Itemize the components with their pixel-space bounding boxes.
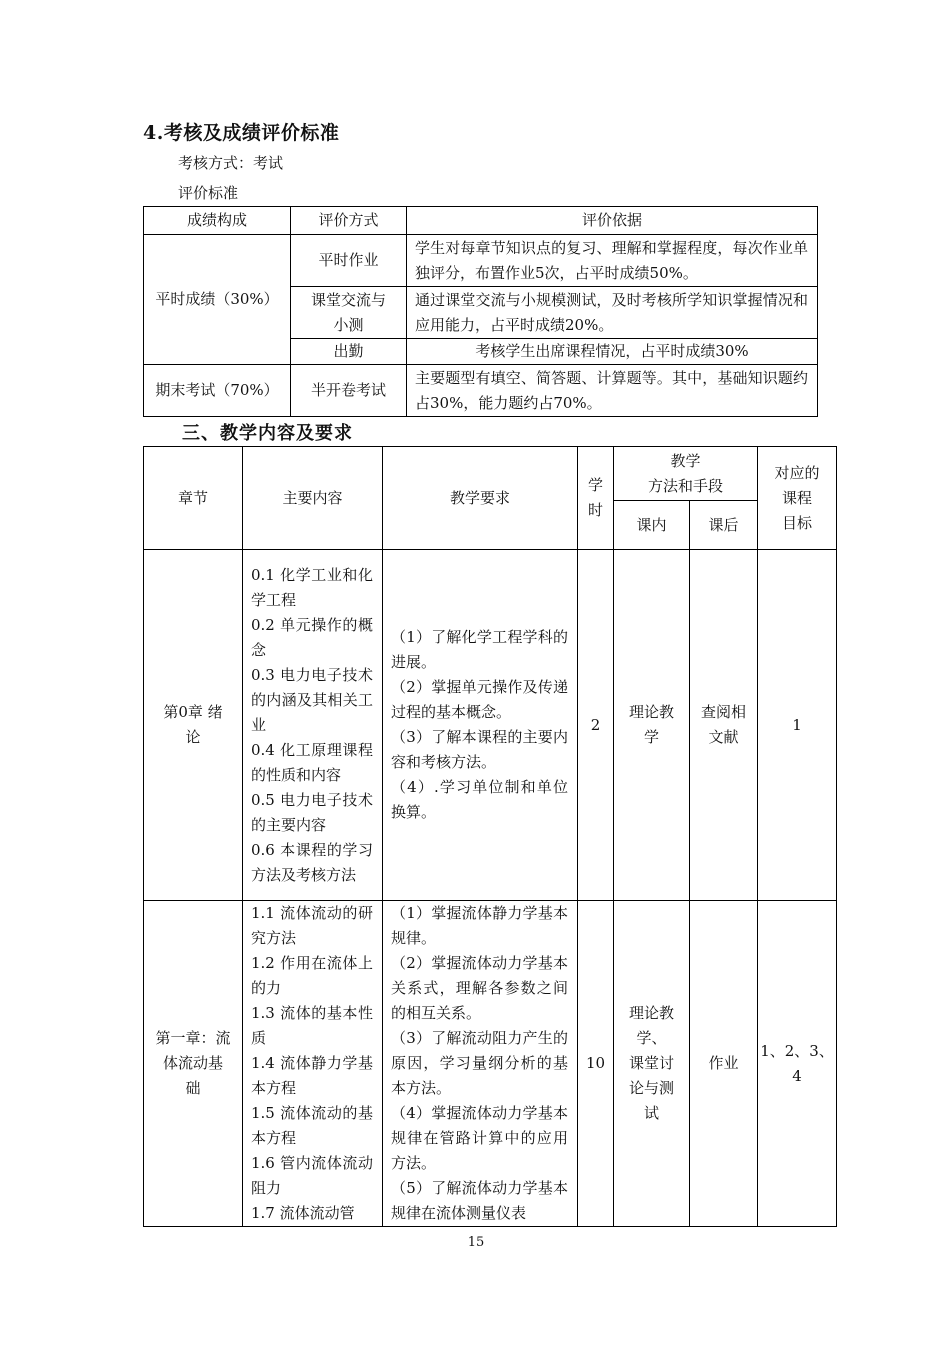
class-quiz-method: 课堂交流与 小测 bbox=[291, 287, 407, 339]
header-requirements: 教学要求 bbox=[383, 447, 578, 550]
table-row bbox=[144, 550, 837, 901]
header-objectives: 对应的 课程 目标 bbox=[758, 447, 837, 550]
assessment-method: 考核方式：考试 bbox=[178, 154, 284, 172]
final-component: 期末考试（70%） bbox=[144, 365, 291, 417]
grading-table bbox=[143, 206, 818, 417]
page-number: 15 bbox=[467, 1235, 485, 1250]
row0-in-class: 理论教 学 bbox=[614, 550, 690, 901]
homework-method: 平时作业 bbox=[291, 235, 407, 287]
final-method: 半开卷考试 bbox=[291, 365, 407, 417]
header-basis: 评价依据 bbox=[407, 207, 818, 235]
header-methods: 教学 方法和手段 bbox=[614, 447, 758, 501]
attendance-basis: 考核学生出席课程情况，占平时成绩30% bbox=[407, 339, 818, 365]
row1-chapter: 第一章：流 体流动基 础 bbox=[144, 901, 243, 1227]
header-chapter: 章节 bbox=[144, 447, 243, 550]
row0-requirements: （1）了解化学工程学科的进展。 （2）掌握单元操作及传递过程的基本概念。 （3）了解本课程的主要内容和考核方法。 （4）.学习单位制和单位换算。 bbox=[383, 550, 578, 901]
section-3-heading: 三、教学内容及要求 bbox=[182, 423, 353, 444]
section-4-heading: 4.考核及成绩评价标准 bbox=[143, 122, 340, 144]
row0-after-class: 查阅相 文献 bbox=[690, 550, 758, 901]
homework-basis: 学生对每章节知识点的复习、理解和掌握程度，每次作业单独评分，布置作业5次，占平时成绩50%。 bbox=[407, 235, 818, 287]
class-quiz-basis: 通过课堂交流与小规模测试，及时考核所学知识掌握情况和应用能力，占平时成绩20%。 bbox=[407, 287, 818, 339]
row1-in-class: 理论教 学、 课堂讨 论与测 试 bbox=[614, 901, 690, 1227]
row1-after-class: 作业 bbox=[690, 901, 758, 1227]
row0-objectives: 1 bbox=[758, 550, 837, 901]
header-method: 评价方式 bbox=[291, 207, 407, 235]
attendance-method: 出勤 bbox=[291, 339, 407, 365]
header-in-class: 课内 bbox=[614, 501, 690, 550]
row1-requirements: （1）掌握流体静力学基本规律。 （2）掌握流体动力学基本关系式，理解各参数之间的相互关系。 （3）了解流动阻力产生的原因，学习量纲分析的基本方法。 （4）掌握流体动力学基本规律在管路计算中的应用方法。 （5）了解流体动力学基本规律在流体测量仪表 bbox=[383, 901, 578, 1227]
row0-content: 0.1 化学工业和化学工程 0.2 单元操作的概念 0.3 电力电子技术的内涵及其相关工业 0.4 化工原理课程的性质和内容 0.5 电力电子技术的主要内容 0.6 本课程的学习方法及考核方法 bbox=[243, 550, 383, 901]
row1-hours: 10 bbox=[578, 901, 614, 1227]
row0-chapter: 第0章 绪 论 bbox=[144, 550, 243, 901]
row0-hours: 2 bbox=[578, 550, 614, 901]
header-content: 主要内容 bbox=[243, 447, 383, 550]
header-hours: 学 时 bbox=[578, 447, 614, 550]
evaluation-label: 评价标准 bbox=[178, 184, 239, 202]
final-basis: 主要题型有填空、简答题、计算题等。其中，基础知识题约占30%，能力题约占70%。 bbox=[407, 365, 818, 417]
header-component: 成绩构成 bbox=[144, 207, 291, 235]
content-table bbox=[143, 446, 837, 1227]
row1-content: 1.1 流体流动的研究方法 1.2 作用在流体上的力 1.3 流体的基本性质 1.4 流体静力学基本方程 1.5 流体流动的基本方程 1.6 管内流体流动阻力 1.7 流体流动管 bbox=[243, 901, 383, 1227]
row1-objectives: 1、2、3、 4 bbox=[758, 901, 837, 1227]
regular-component: 平时成绩（30%） bbox=[144, 235, 291, 365]
header-after-class: 课后 bbox=[690, 501, 758, 550]
table-row bbox=[144, 901, 837, 1227]
